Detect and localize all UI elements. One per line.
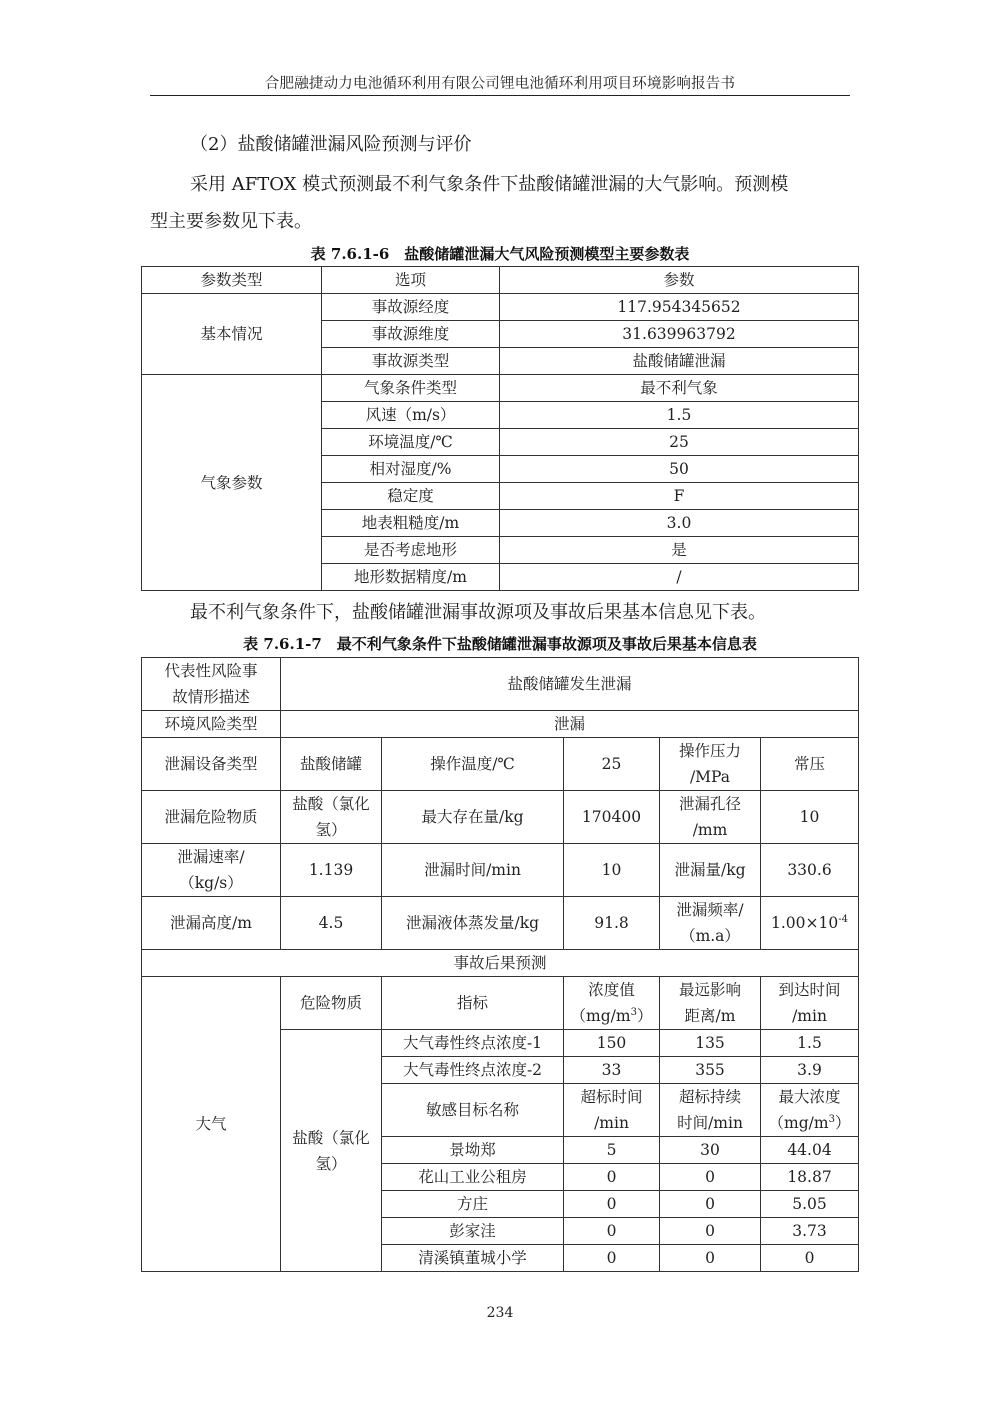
row-label: 泄漏孔径 /mm: [660, 791, 761, 844]
value-cell: 25: [564, 738, 660, 791]
value-cell: 0: [564, 1191, 660, 1218]
value-cell: 0: [660, 1191, 761, 1218]
table-row: [142, 791, 859, 844]
value-cell: 盐酸（氯化 氢）: [281, 791, 382, 844]
row-label: 泄漏频率/ （m.a）: [660, 897, 761, 950]
option-cell: 地形数据精度/m: [322, 564, 500, 591]
value-cell: 4.5: [281, 897, 382, 950]
option-cell: 相对湿度/%: [322, 456, 500, 483]
value-cell: 盐酸储罐: [281, 738, 382, 791]
endpoint-name: 大气毒性终点浓度-2: [382, 1057, 564, 1084]
table2-caption: 表 7.6.1-7 最不利气象条件下盐酸储罐泄漏事故源项及事故后果基本信息表: [243, 635, 757, 653]
mid-paragraph: 最不利气象条件下，盐酸储罐泄漏事故源项及事故后果基本信息见下表。: [190, 602, 766, 623]
value-cell: 10: [564, 844, 660, 897]
table-row: [142, 375, 859, 402]
value-cell: 最不利气象: [500, 375, 859, 402]
table-header-row: [142, 267, 859, 294]
document-header: 合肥融捷动力电池循环利用有限公司锂电池循环利用项目环境影响报告书: [264, 76, 736, 92]
value-cell: 117.954345652: [500, 294, 859, 321]
risk-type-value: 泄漏: [281, 711, 859, 738]
value-cell: 355: [660, 1057, 761, 1084]
column-header: 超标时间 /min: [564, 1084, 660, 1137]
value-cell: 91.8: [564, 897, 660, 950]
value-cell: F: [500, 483, 859, 510]
value-cell: 0: [761, 1245, 859, 1272]
endpoint-name: 大气毒性终点浓度-1: [382, 1030, 564, 1057]
option-cell: 风速（m/s）: [322, 402, 500, 429]
value-cell: 44.04: [761, 1137, 859, 1164]
scenario-value: 盐酸储罐发生泄漏: [281, 658, 859, 711]
option-cell: 环境温度/℃: [322, 429, 500, 456]
column-header: 最远影响 距离/m: [660, 977, 761, 1030]
value-cell: 150: [564, 1030, 660, 1057]
column-header: 指标: [382, 977, 564, 1030]
target-name: 方庄: [382, 1191, 564, 1218]
column-header: 最大浓度 $(mg/m^3)$: [761, 1084, 859, 1137]
value-cell: 1.139: [281, 844, 382, 897]
value-cell: 0: [660, 1218, 761, 1245]
value-cell: 1.5: [500, 402, 859, 429]
row-label: 操作压力 /MPa: [660, 738, 761, 791]
option-cell: 气象条件类型: [322, 375, 500, 402]
row-label: 最大存在量/kg: [382, 791, 564, 844]
header-divider: [150, 95, 850, 96]
row-label: 泄漏设备类型: [142, 738, 281, 791]
column-header: 参数: [500, 267, 859, 294]
value-cell: 3.0: [500, 510, 859, 537]
column-header: 敏感目标名称: [382, 1084, 564, 1137]
value-cell: 0: [660, 1245, 761, 1272]
value-cell: 30: [660, 1137, 761, 1164]
value-cell: 是: [500, 537, 859, 564]
value-cell: 常压: [761, 738, 859, 791]
table-row: [142, 844, 859, 897]
column-header: 危险物质: [281, 977, 382, 1030]
group-label: 气象参数: [142, 375, 322, 591]
target-name: 花山工业公租房: [382, 1164, 564, 1191]
medium-label: 大气: [142, 977, 281, 1272]
value-cell: 135: [660, 1030, 761, 1057]
value-cell: 3.9: [761, 1057, 859, 1084]
model-parameters-table: [141, 266, 859, 591]
table-row: [142, 897, 859, 950]
table-row: [142, 977, 859, 1030]
table-row: [142, 658, 859, 711]
table-row: [142, 294, 859, 321]
row-label: 泄漏速率/ （kg/s）: [142, 844, 281, 897]
option-cell: 地表粗糙度/m: [322, 510, 500, 537]
row-label: 泄漏量/kg: [660, 844, 761, 897]
hazard-substance: 盐酸（氯化 氢）: [281, 1030, 382, 1272]
value-cell: 0: [564, 1245, 660, 1272]
row-label: 泄漏液体蒸发量/kg: [382, 897, 564, 950]
value-cell: 18.87: [761, 1164, 859, 1191]
section-title: 事故后果预测: [142, 950, 859, 977]
value-cell: 1.5: [761, 1030, 859, 1057]
section-heading: （2）盐酸储罐泄漏风险预测与评价: [190, 134, 472, 155]
page-number: 234: [486, 1305, 514, 1321]
table-row: [142, 738, 859, 791]
column-header: 选项: [322, 267, 500, 294]
table1-caption: 表 7.6.1-6 盐酸储罐泄漏大气风险预测模型主要参数表: [310, 245, 690, 263]
option-cell: 稳定度: [322, 483, 500, 510]
column-header: 参数类型: [142, 267, 322, 294]
value-cell: 0: [564, 1164, 660, 1191]
row-label: 代表性风险事 故情形描述: [142, 658, 281, 711]
row-label: 泄漏危险物质: [142, 791, 281, 844]
option-cell: 事故源经度: [322, 294, 500, 321]
value-cell: 0: [564, 1218, 660, 1245]
value-cell: 330.6: [761, 844, 859, 897]
value-cell: 5: [564, 1137, 660, 1164]
target-name: 景坳郑: [382, 1137, 564, 1164]
table-row: [142, 711, 859, 738]
value-cell: 50: [500, 456, 859, 483]
value-cell: 10: [761, 791, 859, 844]
accident-source-table: [141, 657, 859, 1272]
value-cell: 170400: [564, 791, 660, 844]
value-cell: 31.639963792: [500, 321, 859, 348]
value-cell: 25: [500, 429, 859, 456]
option-cell: 事故源类型: [322, 348, 500, 375]
option-cell: 事故源维度: [322, 321, 500, 348]
value-cell: 0: [660, 1164, 761, 1191]
table-row: [142, 950, 859, 977]
target-name: 彭家洼: [382, 1218, 564, 1245]
row-label: 环境风险类型: [142, 711, 281, 738]
row-label: 操作温度/℃: [382, 738, 564, 791]
column-header: 超标持续 时间/min: [660, 1084, 761, 1137]
value-cell: 33: [564, 1057, 660, 1084]
target-name: 清溪镇董城小学: [382, 1245, 564, 1272]
row-label: 泄漏时间/min: [382, 844, 564, 897]
column-header: 到达时间 /min: [761, 977, 859, 1030]
value-cell: 5.05: [761, 1191, 859, 1218]
intro-paragraph-line-1: 采用 AFTOX 模式预测最不利气象条件下盐酸储罐泄漏的大气影响。预测模: [190, 174, 789, 195]
group-label: 基本情况: [142, 294, 322, 375]
column-header: 浓度值 $(mg/m^3)$: [564, 977, 660, 1030]
value-cell: 盐酸储罐泄漏: [500, 348, 859, 375]
option-cell: 是否考虑地形: [322, 537, 500, 564]
value-cell: 3.73: [761, 1218, 859, 1245]
value-cell: $1.00\times 10^{-4}$: [761, 897, 859, 950]
row-label: 泄漏高度/m: [142, 897, 281, 950]
intro-paragraph-line-2: 型主要参数见下表。: [150, 211, 312, 232]
value-cell: /: [500, 564, 859, 591]
